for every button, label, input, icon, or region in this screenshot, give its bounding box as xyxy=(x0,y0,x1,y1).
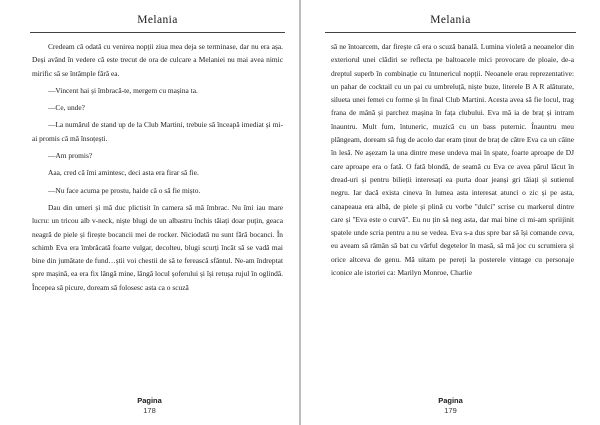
page-number: 179 xyxy=(444,406,457,415)
dialogue-line: —Ce, unde? xyxy=(48,103,85,113)
paragraph: Aaa, cred că îmi amintesc, deci asta era firar să fie. xyxy=(48,168,199,178)
page-header: Melania xyxy=(325,10,576,33)
left-page xyxy=(0,0,299,425)
page-footer xyxy=(0,396,299,416)
dialogue-line: —Am promis? xyxy=(48,151,93,161)
dialogue-line: —La numărul de stand up de la Club Martini, trebuie să înceapă imediat și mi-ai promis că mă însoțești. xyxy=(32,120,283,143)
page-body xyxy=(32,40,283,294)
page-number: 178 xyxy=(143,406,156,415)
page-header: Melania xyxy=(30,10,285,33)
right-page xyxy=(301,0,600,425)
footer-label: Pagina xyxy=(438,396,463,405)
dialogue-line: —Nu face acuma pe prostu, haide că o să fie mișto. xyxy=(48,185,201,195)
dialogue-line: —Vincent hai și îmbracă-te, mergem cu mașina ta. xyxy=(48,85,198,95)
paragraph: să ne întoarcem, dar firește că era o scuză banală. Lumina violetă a neoanelor din exteriorul unei clădiri se reflecta pe baltoacele mici provocare de ploaie, de-a dreptul superb în combinație cu întunericul nopții. Neoanele erau reprezentative: un pahar de cocktail cu un pai cu umbreluță, niște buze, literele B A R alăturate, silueta unei femei cu forme și în final Club Martini. Acesta avea să fie locul, trag frana de mână și parchez mașina în fața clubului. Eva mă ia de braț și intram înauntru. Mult fum, întuneric, muzică cu un bass puternic. Înauntru meu plângeam, doream să fug de acolo dar eram ținut de braț de către Eva ca un câine în lesă. Ne așezam la una dintre mese undeva mai în spate, foarte aproape de DJ care aproape era o fată. O fată blondă, de seamă cu Eva ce avea părul lăcut în dread-uri și pentru bilieții interesați ea purta doar jeanși gri tăiați și sutienul negru. Iar dacă exista cineva în lumea asta interesat atunci o zic și pe asta, canapeaua era albă, de piele și plină cu vorbe ''dulci'' scrise cu markerul dintre care și ''Eva este o curvă''. Eu nu țin să neg asta, dar mai bine ci mi-am spriijinit spatele unde scria pentru a nu se vedea. Eva s-a dus spre bar să își comande ceva, eu aveam să rămân să bat cu vârful degetelor în masă, să mă joc cu scrumiera și orice altceva de genu. Mă uitam pe pereți la posterele vintage cu personaje iconice ale istoriei ca: Marilyn Monroe, Charlie xyxy=(331,42,574,278)
paragraph: Dau din umeri și mă duc plictisit în camera să mă îmbrac. Nu îmi iau mare lucru: un tricou alb v-neck, niște blugi de un albastru închis tăiați doar puțin, geaca neagră de piele și firește bocancii mei de rocker. Niciodată nu sunt fără bocanci. În schimb Eva era îmbrăcată foarte vulgar, decolteu, blugi scurți încât să se vadă mai bine din jumătate de fund…știi voi chestii de să te ferească sfântul. Ne-am îndreptat spre mașină, ea era fix lângă mine, lângă locul șoferului și își retușa rujul în oglindă. Începea să picure, doream să folosesc asta ca o scuză xyxy=(32,202,283,292)
paragraph: Credeam că odată cu venirea nopții ziua mea deja se terminase, dar nu era așa. Deși având în vedere că este trecut de ora de culcare a Melaniei nu mai avea nimic mirific să se întâmple fără ea. xyxy=(32,42,283,78)
footer-label: Pagina xyxy=(137,396,162,405)
page-body xyxy=(331,40,574,279)
page-footer xyxy=(301,396,600,416)
